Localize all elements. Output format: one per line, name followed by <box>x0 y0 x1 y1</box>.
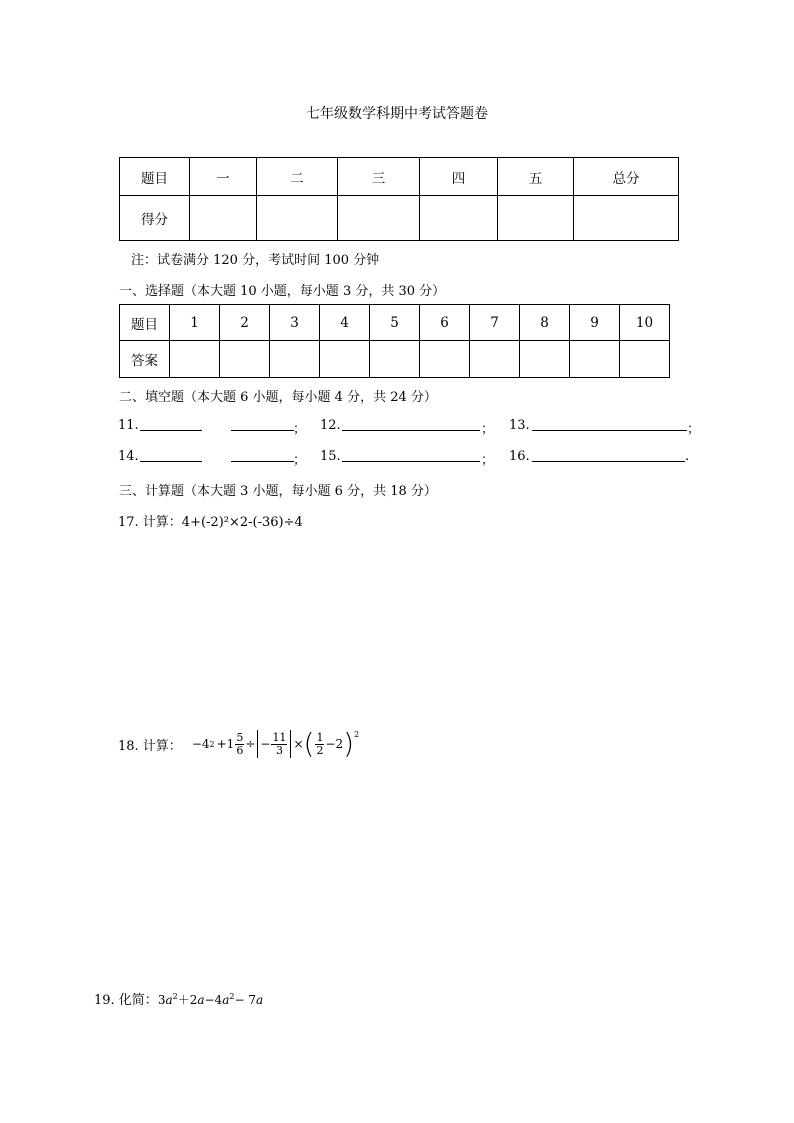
choice-number: 4 <box>320 305 370 341</box>
choice-number: 10 <box>620 305 670 341</box>
fill-label-12: 12. <box>320 418 341 433</box>
fill-blank[interactable] <box>342 449 480 462</box>
fill-blank[interactable] <box>140 418 202 431</box>
fill-blank[interactable] <box>140 449 202 462</box>
choice-number: 3 <box>270 305 320 341</box>
fill-label-16: 16. <box>509 449 530 464</box>
end-period: . <box>685 449 690 464</box>
question-17: 17. 计算：4+(-2)²×2-(-36)÷4 <box>118 515 303 530</box>
section1-heading: 一、选择题（本大题 10 小题，每小题 3 分，共 30 分） <box>119 284 446 299</box>
section3-heading: 三、计算题（本大题 3 小题，每小题 6 分，共 18 分） <box>119 484 437 499</box>
score-header: 三 <box>338 158 420 196</box>
score-cell <box>574 196 679 241</box>
choice-answer-table <box>119 304 670 378</box>
answer-cell[interactable] <box>320 341 370 378</box>
fill-label-15: 15. <box>320 449 341 464</box>
question-19-label: 19. 化简： <box>94 993 158 1008</box>
score-header: 一 <box>190 158 257 196</box>
score-cell <box>190 196 257 241</box>
abs-bar <box>290 730 291 758</box>
fraction: $\frac{1}{2}$ <box>316 730 324 757</box>
separator: ； <box>481 422 495 437</box>
answer-cell[interactable] <box>420 341 470 378</box>
question-18 <box>118 722 359 766</box>
fraction: $\frac{5}{6}$ <box>236 730 244 757</box>
separator: ； <box>687 422 701 437</box>
choice-number: 9 <box>570 305 620 341</box>
score-header: 五 <box>498 158 574 196</box>
math-expression: $3a^2+2a-4a^2- 7a$ <box>157 992 264 1007</box>
choice-number: 2 <box>220 305 270 341</box>
fill-label-14: 14. <box>118 449 139 464</box>
question-19 <box>94 989 263 1008</box>
score-cell <box>498 196 574 241</box>
score-row-label: 得分 <box>120 196 190 241</box>
answer-cell[interactable] <box>520 341 570 378</box>
score-header: 二 <box>257 158 338 196</box>
page-title: 七年级数学科期中考试答题卷 <box>306 106 488 122</box>
exam-note: 注：试卷满分 120 分，考试时间 100 分钟 <box>131 253 380 268</box>
choice-number: 7 <box>470 305 520 341</box>
answer-cell[interactable] <box>620 341 670 378</box>
answer-cell[interactable] <box>220 341 270 378</box>
score-header: 题目 <box>120 158 190 196</box>
answer-cell[interactable] <box>270 341 320 378</box>
answer-cell[interactable] <box>470 341 520 378</box>
choice-row-label: 题目 <box>120 305 170 341</box>
answer-cell[interactable] <box>370 341 420 378</box>
fill-label-11: 11. <box>118 418 139 433</box>
fill-blank[interactable] <box>532 449 685 462</box>
score-header: 四 <box>420 158 498 196</box>
score-cell <box>338 196 420 241</box>
score-header: 总分 <box>574 158 679 196</box>
fill-blank[interactable] <box>231 418 294 431</box>
choice-number: 5 <box>370 305 420 341</box>
fraction: $\frac{11}{3}$ <box>272 730 287 757</box>
score-cell <box>420 196 498 241</box>
abs-bar <box>257 730 258 758</box>
fill-blank[interactable] <box>532 418 687 431</box>
fill-label-13: 13. <box>509 418 530 433</box>
score-table <box>119 157 679 241</box>
answer-cell[interactable] <box>170 341 220 378</box>
score-cell <box>257 196 338 241</box>
question-18-label: 18. 计算： <box>118 738 182 754</box>
fill-blank[interactable] <box>342 418 480 431</box>
separator: ； <box>293 453 307 468</box>
section2-heading: 二、填空题（本大题 6 小题，每小题 4 分，共 24 分） <box>119 390 437 405</box>
fill-blank[interactable] <box>231 449 294 462</box>
separator: ； <box>481 453 495 468</box>
choice-number: 6 <box>420 305 470 341</box>
choice-row-label: 答案 <box>120 341 170 378</box>
choice-number: 1 <box>170 305 220 341</box>
choice-number: 8 <box>520 305 570 341</box>
separator: ； <box>293 422 307 437</box>
answer-cell[interactable] <box>570 341 620 378</box>
math-expression: −4 2 +1 $\frac{5}{6}$ ÷ − $\frac{11}{3}$ × ( $\frac{1}{2}$ −2 ) $^2$ <box>191 727 360 760</box>
